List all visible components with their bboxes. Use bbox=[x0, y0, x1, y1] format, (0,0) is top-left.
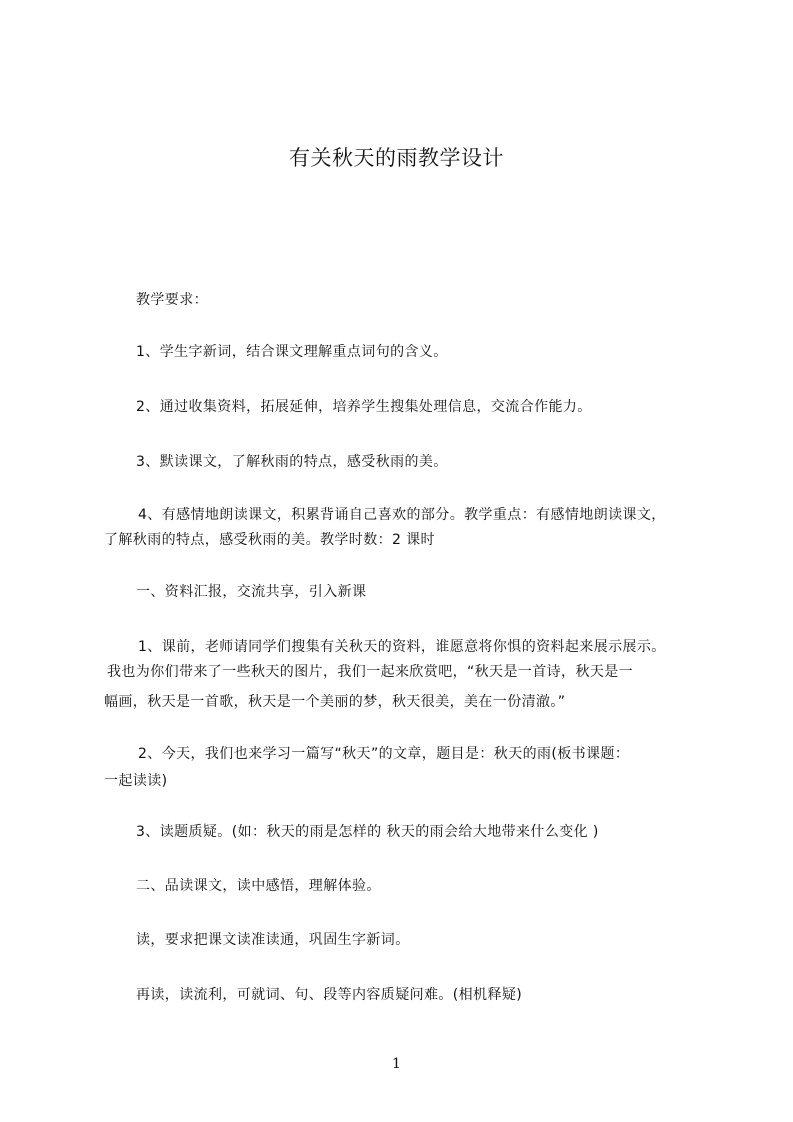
paragraph-read-1: 读，要求把课文读准读通，巩固生字新词。 bbox=[136, 932, 410, 948]
paragraph-step-1-line-2: 我也为你们带来了一些秋天的图片，我们一起来欣赏吧，“秋天是一首诗，秋天是一 bbox=[107, 664, 634, 680]
paragraph-read-2: 再读，读流利，可就词、句、段等内容质疑问难。(相机释疑) bbox=[136, 987, 523, 1003]
paragraph-requirement-3: 3、默读课文，了解秋雨的特点，感受秋雨的美。 bbox=[136, 454, 448, 470]
paragraph-step-3: 3、读题质疑。(如：秋天的雨是怎样的 秋天的雨会给大地带来什么变化 ) bbox=[136, 824, 599, 840]
paragraph-requirements-heading: 教学要求： bbox=[136, 292, 208, 308]
paragraph-requirement-4-line-1: 4、有感情地朗读课文，积累背诵自己喜欢的部分。教学重点：有感情地朗读课文， bbox=[138, 507, 666, 523]
section-heading-2: 二、品读课文，读中感悟，理解体验。 bbox=[136, 878, 381, 894]
paragraph-requirement-4-line-2: 了解秋雨的特点，感受秋雨的美。教学时数：2 课时 bbox=[104, 532, 435, 548]
paragraph-step-1-line-3: 幅画，秋天是一首歌，秋天是一个美丽的梦，秋天很美，美在一份清澈。” bbox=[104, 694, 566, 710]
paragraph-requirement-1: 1、学生字新词，结合课文理解重点词句的含义。 bbox=[136, 344, 448, 360]
paragraph-step-2-line-1: 2、今天，我们也来学习一篇写“秋天”的文章，题目是：秋天的雨(板书课题： bbox=[138, 746, 630, 762]
document-title: 有关秋天的雨教学设计 bbox=[289, 146, 504, 170]
paragraph-step-2-line-2: 一起读读) bbox=[104, 773, 168, 789]
paragraph-step-1-line-1: 1、课前，老师请同学们搜集有关秋天的资料，谁愿意将你惧的资料起来展示展示。 bbox=[138, 639, 666, 655]
paragraph-requirement-2: 2、通过收集资料，拓展延伸，培养学生搜集处理信息，交流合作能力。 bbox=[136, 399, 592, 415]
page-number: 1 bbox=[392, 1056, 401, 1072]
section-heading-1: 一、资料汇报，交流共享，引入新课 bbox=[136, 584, 367, 600]
